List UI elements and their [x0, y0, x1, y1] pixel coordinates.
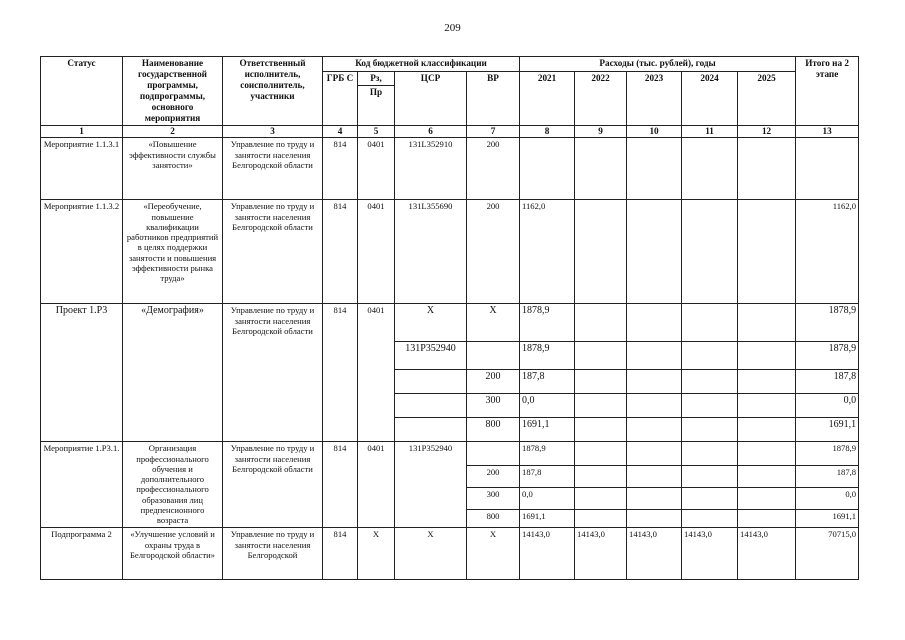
year-2023-cell: [627, 442, 682, 466]
header-year-2021: 2021: [520, 72, 575, 126]
grbs-cell: 814: [323, 442, 358, 528]
name-cell: «Переобучение, повышение квалификации работников предприятий в целях поддержки занятости и повышения эффективности рынка труда»: [123, 200, 223, 304]
year-2023-cell: [627, 510, 682, 528]
year-2021-cell: 0,0: [520, 488, 575, 510]
column-number: 1: [41, 126, 123, 138]
table-row: [41, 442, 859, 466]
year-2025-cell: [738, 442, 796, 466]
year-2023-cell: [627, 138, 682, 200]
total-cell: 1878,9: [796, 342, 859, 370]
year-2025-cell: [738, 304, 796, 342]
total-cell: 187,8: [796, 370, 859, 394]
rzpr-cell: 0401: [358, 442, 395, 528]
column-number: 10: [627, 126, 682, 138]
year-2025-cell: [738, 488, 796, 510]
year-2023-cell: [627, 304, 682, 342]
csr-cell: 131L355690: [395, 200, 467, 304]
name-cell: Организация профессионального обучения и дополнительного профессионального образования лиц предпенсионного возраста: [123, 442, 223, 528]
vr-cell: Х: [467, 304, 520, 342]
header-year-2025: 2025: [738, 72, 796, 126]
vr-cell: 200: [467, 138, 520, 200]
year-2023-cell: 14143,0: [627, 528, 682, 580]
year-2022-cell: [575, 342, 627, 370]
year-2025-cell: [738, 138, 796, 200]
grbs-cell: 814: [323, 528, 358, 580]
column-number: 11: [682, 126, 738, 138]
vr-cell: [467, 442, 520, 466]
total-cell: 0,0: [796, 394, 859, 418]
csr-cell: Х: [395, 304, 467, 342]
status-cell: Мероприятие 1.Р3.1.: [41, 442, 123, 528]
year-2022-cell: 14143,0: [575, 528, 627, 580]
rzpr-cell: 0401: [358, 200, 395, 304]
year-2023-cell: [627, 394, 682, 418]
column-number: 9: [575, 126, 627, 138]
year-2021-cell: 1878,9: [520, 442, 575, 466]
year-2024-cell: [682, 370, 738, 394]
year-2021-cell: 1691,1: [520, 510, 575, 528]
year-2024-cell: [682, 488, 738, 510]
year-2023-cell: [627, 370, 682, 394]
year-2022-cell: [575, 510, 627, 528]
vr-cell: 200: [467, 370, 520, 394]
total-cell: 70715,0: [796, 528, 859, 580]
status-cell: Подпрограмма 2: [41, 528, 123, 580]
year-2022-cell: [575, 442, 627, 466]
header-csr: ЦСР: [395, 72, 467, 126]
year-2021-cell: 14143,0: [520, 528, 575, 580]
year-2024-cell: [682, 304, 738, 342]
grbs-cell: 814: [323, 200, 358, 304]
year-2022-cell: [575, 394, 627, 418]
year-2025-cell: [738, 342, 796, 370]
responsible-cell: Управление по труду и занятости населения Белгородской: [223, 528, 323, 580]
header-rzpr-top: Рз,: [358, 72, 395, 86]
year-2022-cell: [575, 370, 627, 394]
total-cell: 1691,1: [796, 418, 859, 442]
total-cell: 0,0: [796, 488, 859, 510]
name-cell: «Повышение эффективности службы занятости»: [123, 138, 223, 200]
year-2024-cell: [682, 442, 738, 466]
year-2023-cell: [627, 488, 682, 510]
csr-cell: Х: [395, 528, 467, 580]
vr-cell: 300: [467, 488, 520, 510]
vr-cell: 800: [467, 510, 520, 528]
year-2025-cell: [738, 466, 796, 488]
rzpr-cell: 0401: [358, 304, 395, 442]
year-2022-cell: [575, 466, 627, 488]
header-year-2023: 2023: [627, 72, 682, 126]
year-2021-cell: 1878,9: [520, 304, 575, 342]
year-2023-cell: [627, 200, 682, 304]
total-cell: 187,8: [796, 466, 859, 488]
total-cell: 1691,1: [796, 510, 859, 528]
year-2021-cell: 1691,1: [520, 418, 575, 442]
budget-table: [40, 56, 859, 580]
year-2025-cell: 14143,0: [738, 528, 796, 580]
year-2024-cell: [682, 394, 738, 418]
vr-cell: 800: [467, 418, 520, 442]
table-row: [41, 528, 859, 580]
column-number: 13: [796, 126, 859, 138]
header-responsible: Ответственный исполнитель, соисполнитель, участники: [223, 57, 323, 126]
year-2024-cell: [682, 200, 738, 304]
year-2025-cell: [738, 510, 796, 528]
column-number: 12: [738, 126, 796, 138]
csr-cell: [395, 370, 467, 394]
year-2024-cell: [682, 342, 738, 370]
rzpr-cell: Х: [358, 528, 395, 580]
header-year-2022: 2022: [575, 72, 627, 126]
year-2022-cell: [575, 200, 627, 304]
rzpr-cell: 0401: [358, 138, 395, 200]
year-2025-cell: [738, 418, 796, 442]
year-2021-cell: 187,8: [520, 466, 575, 488]
csr-cell: 131Р352940: [395, 342, 467, 370]
responsible-cell: Управление по труду и занятости населения Белгородской области: [223, 304, 323, 442]
vr-cell: [467, 342, 520, 370]
year-2023-cell: [627, 418, 682, 442]
column-number: 4: [323, 126, 358, 138]
column-number-row: [41, 126, 859, 138]
name-cell: «Улучшение условий и охраны труда в Белгородской области»: [123, 528, 223, 580]
table-row: [41, 200, 859, 304]
year-2022-cell: [575, 138, 627, 200]
year-2021-cell: [520, 138, 575, 200]
header-name: Наименование государственной программы, подпрограммы, основного мероприятия: [123, 57, 223, 126]
vr-cell: 200: [467, 466, 520, 488]
name-cell: «Демография»: [123, 304, 223, 442]
year-2024-cell: [682, 418, 738, 442]
page-number: 209: [444, 22, 461, 34]
table-row: [41, 138, 859, 200]
total-cell: [796, 138, 859, 200]
column-number: 5: [358, 126, 395, 138]
status-cell: Мероприятие 1.1.3.1: [41, 138, 123, 200]
responsible-cell: Управление по труду и занятости населения Белгородской области: [223, 138, 323, 200]
csr-cell: [395, 394, 467, 418]
year-2024-cell: [682, 138, 738, 200]
header-vr: ВР: [467, 72, 520, 126]
grbs-cell: 814: [323, 138, 358, 200]
header-rzpr-bottom: Пр: [358, 86, 395, 126]
column-number: 3: [223, 126, 323, 138]
year-2024-cell: [682, 510, 738, 528]
year-2023-cell: [627, 466, 682, 488]
table-row: [41, 304, 859, 342]
year-2021-cell: 187,8: [520, 370, 575, 394]
header-grbs: ГРБ С: [323, 72, 358, 126]
year-2023-cell: [627, 342, 682, 370]
status-cell: Мероприятие 1.1.3.2: [41, 200, 123, 304]
year-2024-cell: 14143,0: [682, 528, 738, 580]
total-cell: 1878,9: [796, 304, 859, 342]
vr-cell: 200: [467, 200, 520, 304]
year-2025-cell: [738, 394, 796, 418]
grbs-cell: 814: [323, 304, 358, 442]
total-cell: 1878,9: [796, 442, 859, 466]
status-cell: Проект 1.Р3: [41, 304, 123, 442]
year-2022-cell: [575, 488, 627, 510]
responsible-cell: Управление по труду и занятости населения Белгородской области: [223, 442, 323, 528]
header-budget-code: Код бюджетной классификации: [323, 57, 520, 72]
header-status: Статус: [41, 57, 123, 126]
year-2025-cell: [738, 370, 796, 394]
column-number: 8: [520, 126, 575, 138]
year-2021-cell: 0,0: [520, 394, 575, 418]
header-year-2024: 2024: [682, 72, 738, 126]
vr-cell: Х: [467, 528, 520, 580]
year-2025-cell: [738, 200, 796, 304]
header-expenses: Расходы (тыс. рублей), годы: [520, 57, 796, 72]
year-2022-cell: [575, 418, 627, 442]
vr-cell: 300: [467, 394, 520, 418]
csr-cell: 131Р352940: [395, 442, 467, 528]
year-2024-cell: [682, 466, 738, 488]
column-number: 2: [123, 126, 223, 138]
column-number: 6: [395, 126, 467, 138]
year-2021-cell: 1162,0: [520, 200, 575, 304]
csr-cell: 131L352910: [395, 138, 467, 200]
year-2022-cell: [575, 304, 627, 342]
column-number: 7: [467, 126, 520, 138]
year-2021-cell: 1878,9: [520, 342, 575, 370]
header-total: Итого на 2 этапе: [796, 57, 859, 126]
responsible-cell: Управление по труду и занятости населения Белгородской области: [223, 200, 323, 304]
total-cell: 1162,0: [796, 200, 859, 304]
csr-cell: [395, 418, 467, 442]
